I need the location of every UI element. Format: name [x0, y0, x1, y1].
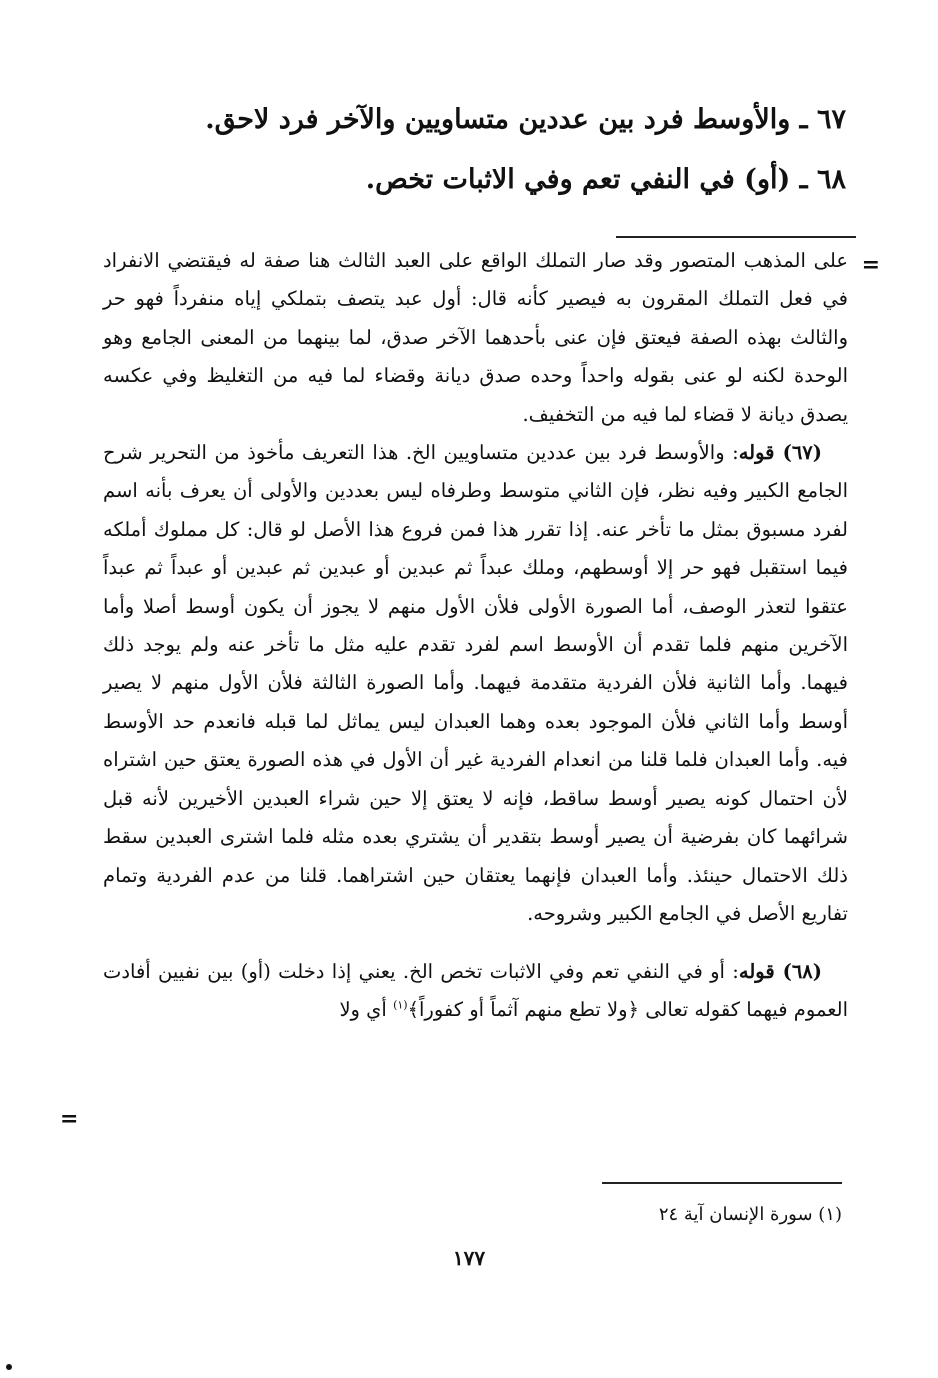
rule-67: ٦٧ ـ والأوسط فرد بين عددين متساويين والآخر فرد لاحق. — [205, 104, 846, 135]
paragraph-68 — [103, 953, 848, 1030]
paragraph-67 — [103, 434, 848, 933]
commentary-block — [103, 242, 848, 1049]
footnote-separator — [602, 1182, 842, 1184]
continuation-mark-start: = — [861, 252, 880, 278]
paragraph-67-lead: (٦٧) قوله — [738, 441, 822, 465]
paragraph-68-text-a: : أو في النفي تعم وفي الاثبات تخص الخ. يعني إذا دخلت (أو) بين نفيين أفادت العموم فيهما كقوله تعالى ﴿ولا تطع منهم آثماً أو كفوراً﴾ — [103, 959, 848, 1022]
paragraph-68-lead: (٦٨) قوله — [738, 959, 822, 983]
rule-68: ٦٨ ـ (أو) في النفي تعم وفي الاثبات تخص. — [365, 164, 846, 195]
continuation-paragraph: على المذهب المتصور وقد صار التملك الواقع على العبد الثالث هنا صفة له فيقتضي الانفراد في فعل التملك المقرون به فيصير كأنه قال: أول عبد يتصف بتملكي إياه منفرداً فهو حر والثالث بهذه الصفة فيعتق فإن عنى بأحدهما الآخر صدق، لما بينهما من المعنى الجامع وهو الوحدة لكنه لو عنى بقوله واحداً وحده صدق ديانة وقضاء لما فيه من التغليظ وفي عكسه يصدق ديانة لا قضاء لما فيه من التخفيف. — [103, 249, 848, 426]
top-separator — [616, 236, 856, 238]
continuation-mark-end: = — [60, 1106, 79, 1132]
page-number: ١٧٧ — [452, 1246, 486, 1270]
scan-speck — [6, 1364, 12, 1370]
footnote: (١) سورة الإنسان آية ٢٤ — [658, 1204, 842, 1225]
paragraph-67-text: : والأوسط فرد بين عددين متساويين الخ. هذا التعريف مأخوذ من التحرير شرح الجامع الكبير وفيه نظر، فإن الثاني متوسط وطرفاه ليس بعددين والأولى أن يعرف بأنه اسم لفرد مسبوق بمثل ما تأخر عنه. إذا تقرر هذا فمن فروع هذا الأصل لو قال: كل مملوك أملكه فيما استقبل فهو حر إلا أوسطهم، وملك عبداً ثم عبدين أو عبدين ثم عبدين أو عبداً ثم عبداً عتقوا لتعذر الوصف، أما الصورة الأولى فلأن الأول منهم لا يجوز أن يكون أوسط أصلا وأما الآخرين منهم فلما تقدم أن الأوسط اسم لفرد تقدم عليه مثل ما تأخر عنه ولم يوجد ذلك فيهما. وأما الثانية فلأن الفردية متقدمة فيهما. وأما الصورة الثالثة فلأن الأول منهم لا يصير أوسط وأما الثاني فلأن الموجود بعده وهما العبدان ليس يماثل لما قبله فانعدم حد الأوسط فيه. وأما العبدان فلما قلنا من انعدام الفردية غير أن الأول في هذه الصورة يعتق حين اشتراه لأن احتمال كونه يصير أوسط ساقط، فإنه لا يعتق إلا حين شراء العبدين الأخيرين لأنه قبل شرائهما كان بفرضية أن يصير أوسط بتقدير أن يشتري بعده مثله فلما اشترى العبدين سقط ذلك الاحتمال حينئذ. وأما العبدان فإنهما يعتقان حين اشتراهما. قلنا من عدم الفردية وتمام تفاريع الأصل في الجامع الكبير وشروحه. — [103, 441, 848, 925]
paragraph-68-text-b: أي ولا — [339, 998, 394, 1022]
footnote-reference: (١) — [393, 998, 408, 1012]
